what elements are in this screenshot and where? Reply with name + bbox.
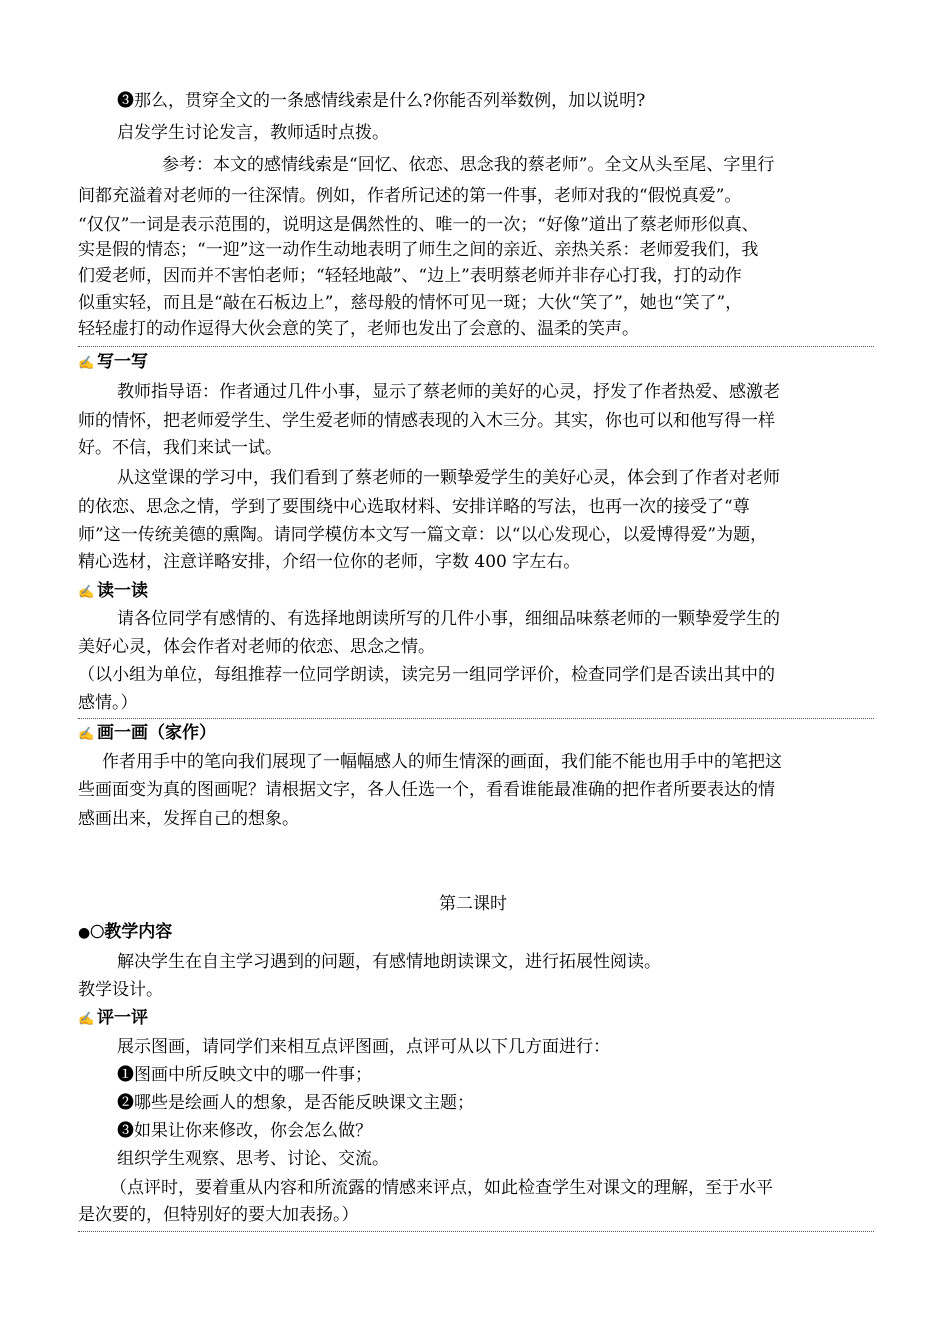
pencil-icon: ✍ [78, 356, 95, 371]
paragraph-line: 感情。） [78, 693, 138, 713]
paragraph-line: 从这堂课的学习中，我们看到了蔡老师的一颗挚爱学生的美好心灵，体会到了作者对老师 [117, 468, 780, 488]
paragraph-line: （以小组为单位，每组推荐一位同学朗读，读完另一组同学评价，检查同学们是否读出其中的 [78, 665, 775, 685]
section-heading-content [78, 921, 172, 944]
heading-label: 画一画（家作） [97, 723, 216, 743]
paragraph-line: 们爱老师，因而并不害怕老师；“轻轻地敲”、“边上”表明蔡老师并非存心打我，打的动作 [78, 266, 742, 286]
paragraph-line: 作者用手中的笔向我们展现了一幅幅感人的师生情深的画面，我们能不能也用手中的笔把这 [102, 752, 782, 772]
heading-label: 评一评 [97, 1008, 148, 1028]
paragraph-line: 些画面变为真的图画呢？请根据文字，各人任选一个，看看谁能最准确的把作者所要表达的情 [78, 780, 775, 800]
paragraph-line: 教师指导语：作者通过几件小事，显示了蔡老师的美好的心灵，抒发了作者热爱、感激老 [117, 382, 780, 402]
heading-label: 读一读 [97, 581, 148, 601]
paragraph-line: “仅仅”一词是表示范围的，说明这是偶然性的、唯一的一次；“好像”道出了蔡老师形似真、 [78, 215, 759, 235]
paragraph-line: 启发学生讨论发言，教师适时点拨。 [117, 123, 389, 143]
paragraph-line: 精心选材，注意详略安排，介绍一位你的老师，字数 400 字左右。 [78, 552, 581, 572]
question-3-line: ❸那么，贯穿全文的一条感情线索是什么?你能否列举数例，加以说明? [117, 91, 646, 111]
list-item: ❷哪些是绘画人的想象，是否能反映课文主题； [117, 1093, 474, 1113]
paragraph-line: 实是假的情态；“一迎”这一动作生动地表明了师生之间的亲近、亲热关系：老师爱我们，我 [78, 240, 759, 260]
paragraph-line: 师”这一传统美德的熏陶。请同学模仿本文写一篇文章：以“以心发现心，以爱博得爱”为题， [78, 525, 768, 545]
paragraph-line: 解决学生在自主学习遇到的问题，有感情地朗读课文，进行拓展性阅读。 [117, 952, 661, 972]
paragraph-line: 教学设计。 [78, 980, 163, 1000]
paragraph-line: 的依恋、思念之情，学到了要围绕中心选取材料、安排详略的写法，也再一次的接受了“尊 [78, 497, 750, 517]
paragraph-line: 是次要的，但特别好的要大加表扬。） [78, 1205, 359, 1225]
paragraph-line: （点评时，要着重从内容和所流露的情感来评点，如此检查学生对课文的理解，至于水平 [110, 1178, 773, 1198]
list-item: ❸如果让你来修改，你会怎么做？ [117, 1121, 372, 1141]
dotted-divider [78, 1231, 874, 1232]
lesson-title: 第二课时 [439, 894, 507, 914]
section-heading-write [78, 351, 148, 375]
section-heading-read [78, 580, 148, 604]
dotted-divider [78, 346, 874, 347]
dotted-divider [78, 718, 874, 719]
pencil-icon: ✍ [78, 727, 95, 742]
paragraph-line: 请各位同学有感情的、有选择地朗读所写的几件小事，细细品味蔡老师的一颗挚爱学生的 [117, 609, 780, 629]
paragraph-line: 好。不信，我们来试一试。 [78, 438, 282, 458]
paragraph-line: 轻轻虚打的动作逗得大伙会意的笑了，老师也发出了会意的、温柔的笑声。 [78, 319, 639, 339]
list-item: ❶图画中所反映文中的哪一件事； [117, 1065, 372, 1085]
section-heading-draw [78, 722, 216, 746]
reference-answer-line: 参考：本文的感情线索是“回忆、依恋、思念我的蔡老师”。全文从头至尾、字里行 [162, 155, 775, 175]
paragraph-line: 师的情怀，把老师爱学生、学生爱老师的情感表现的入木三分。其实，你也可以和他写得一样 [78, 411, 775, 431]
bullet-icon: ●〇 [78, 925, 105, 941]
pencil-icon: ✍ [78, 1012, 95, 1027]
heading-label: 教学内容 [104, 922, 173, 942]
paragraph-line: 似重实轻，而且是“敲在石板边上”，慈母般的情怀可见一斑；大伙“笑了”，她也“笑了”， [78, 293, 743, 313]
heading-label: 写一写 [97, 352, 148, 372]
section-heading-review [78, 1007, 148, 1031]
paragraph-line: 展示图画，请同学们来相互点评图画，点评可从以下几方面进行： [117, 1037, 610, 1057]
pencil-icon: ✍ [78, 585, 95, 600]
paragraph-line: 组织学生观察、思考、讨论、交流。 [117, 1149, 389, 1169]
paragraph-line: 间都充溢着对老师的一往深情。例如，作者所记述的第一件事，老师对我的“假悦真爱”。 [78, 186, 742, 206]
paragraph-line: 美好心灵，体会作者对老师的依恋、思念之情。 [78, 637, 435, 657]
paragraph-line: 感画出来，发挥自己的想象。 [78, 809, 299, 829]
